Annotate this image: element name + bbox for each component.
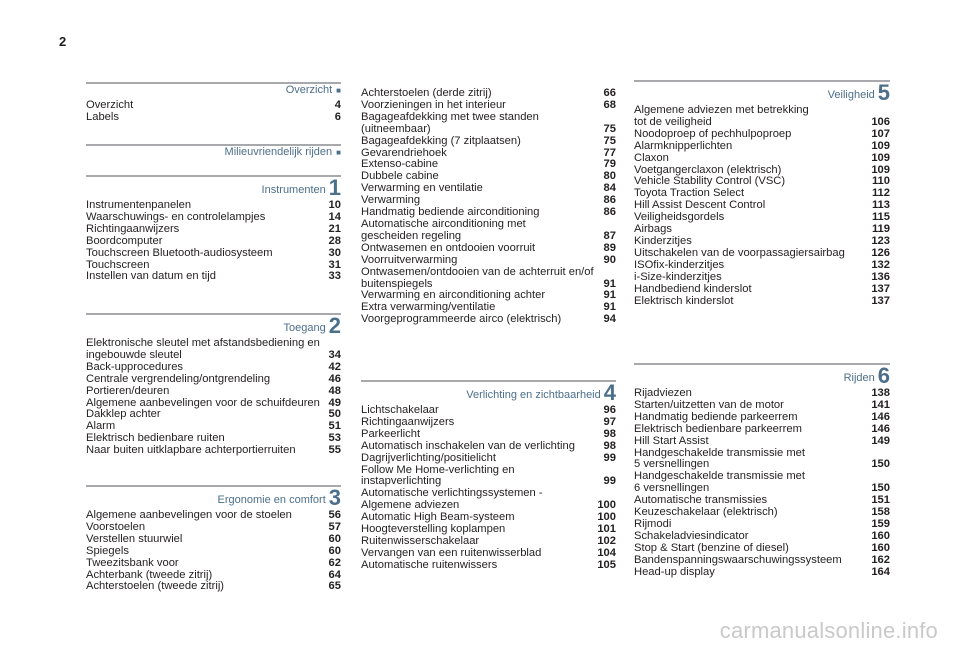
toc-entry[interactable]	[361, 465, 616, 489]
entry-label: Boordcomputer	[86, 234, 163, 247]
entry-label: Instrumentenpanelen	[86, 199, 192, 211]
toc-entry[interactable]	[361, 314, 616, 326]
entry-page-number: 57	[328, 520, 341, 533]
entry-label: Follow Me Home-verlichting en instapverlichting	[361, 463, 515, 488]
entry-list	[86, 510, 341, 593]
section-heading	[86, 485, 341, 509]
entry-label: Alarm	[86, 420, 116, 433]
entry-label: i-Size-kinderzitjes	[634, 270, 722, 283]
toc-section	[361, 380, 616, 572]
toc-section	[634, 363, 890, 579]
entry-page-number: 162	[871, 553, 890, 566]
entry-page-number: 97	[603, 415, 616, 428]
toc-entry[interactable]	[634, 153, 890, 165]
toc-entry[interactable]	[86, 271, 341, 283]
toc-section	[86, 82, 341, 124]
entry-label: Handgeschakelde transmissie met 6 versnellingen	[634, 470, 806, 495]
entry-page-number: 89	[603, 241, 616, 254]
entry-label: Voorzieningen in het interieur	[361, 98, 506, 111]
entry-page-number: 105	[597, 558, 616, 571]
entry-page-number: 112	[871, 187, 890, 200]
entry-page-number: 68	[603, 98, 616, 111]
entry-page-number: 56	[328, 509, 341, 521]
toc-entry[interactable]	[634, 129, 890, 141]
toc-entry[interactable]	[634, 436, 890, 448]
entry-label: Parkeerlicht	[361, 427, 421, 440]
entry-page-number: 102	[597, 534, 616, 547]
entry-label: Voorgeprogrammeerde airco (elektrisch)	[361, 313, 562, 326]
entry-label: Naar buiten uitklapbare achterportierruiten	[86, 444, 296, 457]
entry-label: Richtingaanwijzers	[86, 222, 180, 235]
entry-list	[86, 100, 341, 124]
entry-page-number: 149	[871, 434, 890, 447]
toc-entry[interactable]	[86, 386, 341, 398]
section-number: 1	[328, 175, 341, 200]
toc-entry[interactable]	[86, 558, 341, 570]
toc-entry[interactable]	[361, 219, 616, 243]
entry-page-number: 100	[597, 499, 616, 512]
section-title: Veiligheid	[827, 89, 875, 101]
entry-page-number: 137	[871, 294, 890, 307]
entry-page-number: 101	[597, 523, 616, 536]
toc-entry[interactable]	[86, 362, 341, 374]
entry-label: Algemene aanbevelingen voor de stoelen	[86, 509, 292, 521]
entry-label: Richtingaanwijzers	[361, 415, 455, 428]
entry-page-number: 79	[603, 158, 616, 171]
entry-page-number: 21	[328, 222, 341, 235]
entry-label: Schakeladviesindicator	[634, 529, 749, 542]
entry-label: Automatisch inschakelen van de verlichting	[361, 439, 575, 452]
toc-entry[interactable]	[86, 546, 341, 558]
toc-entry[interactable]	[86, 248, 341, 260]
toc-entry[interactable]	[361, 136, 616, 148]
entry-label: Extra verwarming/ventilatie	[361, 301, 496, 314]
entry-page-number: 151	[871, 494, 890, 507]
entry-label: Stop & Start (benzine of diesel)	[634, 541, 789, 554]
entry-list	[86, 338, 341, 457]
toc-entry[interactable]	[361, 488, 616, 512]
entry-page-number: 132	[871, 258, 890, 271]
toc-entry[interactable]	[634, 531, 890, 543]
entry-label: Noodoproep of pechhulpoproep	[634, 127, 792, 140]
entry-page-number: 110	[871, 175, 890, 188]
entry-label: Achterbank (tweede zitrij)	[86, 568, 213, 581]
toc-entry[interactable]	[634, 543, 890, 555]
entry-page-number: 150	[871, 482, 890, 495]
page-number: 2	[59, 34, 67, 49]
entry-label: Gevarendriehoek	[361, 146, 447, 159]
entry-page-number: 150	[871, 458, 890, 471]
entry-page-number: 91	[603, 301, 616, 314]
section-title: Rijden	[843, 372, 875, 384]
entry-page-number: 98	[603, 439, 616, 452]
section-heading	[634, 80, 890, 104]
toc-entry[interactable]	[634, 471, 890, 495]
section-heading	[86, 82, 341, 99]
toc-entry[interactable]	[634, 260, 890, 272]
entry-page-number: 10	[328, 199, 341, 211]
section-title: Verlichting en zichtbaarheid	[466, 389, 601, 401]
entry-page-number: 91	[603, 289, 616, 302]
entry-page-number: 33	[328, 270, 341, 283]
entry-label: Verwarming	[361, 194, 421, 207]
section-number: 3	[328, 485, 341, 510]
section-heading	[634, 363, 890, 387]
entry-label: Dakklep achter	[86, 408, 161, 421]
toc-entry[interactable]	[86, 236, 341, 248]
section-number: 2	[328, 313, 341, 338]
section-title: Overzicht	[285, 84, 333, 96]
toc-entry[interactable]	[361, 560, 616, 572]
entry-page-number: 80	[603, 170, 616, 183]
entry-label: Achterstoelen (tweede zitrij)	[86, 580, 225, 593]
entry-page-number: 6	[334, 110, 341, 123]
toc-entry[interactable]	[361, 429, 616, 441]
entry-label: Touchscreen	[86, 258, 150, 271]
entry-label: Dubbele cabine	[361, 170, 439, 183]
entry-page-number: 66	[603, 87, 616, 99]
entry-page-number: 107	[871, 127, 890, 140]
entry-label: Automatische ruitenwissers	[361, 558, 498, 571]
entry-label: Overzicht	[86, 99, 134, 111]
toc-section	[86, 144, 341, 162]
entry-page-number: 138	[871, 387, 890, 399]
entry-page-number: 106	[871, 115, 890, 128]
section-number: 4	[603, 380, 616, 405]
entry-label: Handbediend kinderslot	[634, 282, 752, 295]
entry-label: Bagageafdekking (7 zitplaatsen)	[361, 134, 521, 147]
entry-page-number: 109	[871, 163, 890, 176]
entry-label: Hill Assist Descent Control	[634, 199, 766, 212]
entry-label: Vehicle Stability Control (VSC)	[634, 175, 786, 188]
entry-label: Bandenspanningswaarschuwingssysteem	[634, 553, 842, 566]
entry-label: Keuzeschakelaar (elektrisch)	[634, 506, 778, 519]
entry-label: Voetgangerclaxon (elektrisch)	[634, 163, 782, 176]
entry-label: Automatic High Beam-systeem	[361, 511, 515, 524]
entry-label: Rijadviezen	[634, 387, 692, 399]
toc-entry[interactable]	[86, 224, 341, 236]
entry-label: Hoogteverstelling koplampen	[361, 523, 506, 536]
entry-label: Elektrisch kinderslot	[634, 294, 734, 307]
entry-page-number: 28	[328, 234, 341, 247]
toc-section	[86, 175, 341, 283]
entry-label: Airbags	[634, 223, 672, 236]
entry-label: Achterstoelen (derde zitrij)	[361, 87, 492, 99]
section-title: Toegang	[283, 322, 326, 334]
entry-page-number: 109	[871, 151, 890, 164]
entry-page-number: 49	[328, 396, 341, 409]
toc-entry[interactable]	[634, 248, 890, 260]
toc-entry[interactable]	[634, 567, 890, 579]
toc-entry[interactable]	[361, 453, 616, 465]
entry-label: Handgeschakelde transmissie met 5 versnellingen	[634, 446, 806, 471]
entry-page-number: 146	[871, 422, 890, 435]
entry-label: Instellen van datum en tijd	[86, 270, 216, 283]
section-heading	[86, 175, 341, 199]
entry-page-number: 164	[871, 565, 890, 578]
toc-entry[interactable]	[634, 555, 890, 567]
entry-page-number: 86	[603, 206, 616, 219]
entry-page-number: 100	[597, 511, 616, 524]
entry-label: Starten/uitzetten van de motor	[634, 398, 784, 411]
entry-label: Verwarming en airconditioning achter	[361, 289, 546, 302]
entry-label: Uitschakelen van de voorpassagiersairbag	[634, 246, 845, 259]
entry-page-number: 86	[603, 194, 616, 207]
entry-label: Tweezitsbank voor	[86, 556, 179, 569]
entry-page-number: 160	[871, 541, 890, 554]
section-heading	[86, 144, 341, 161]
entry-page-number: 77	[603, 146, 616, 159]
entry-page-number: 98	[603, 427, 616, 440]
section-title: Instrumenten	[261, 184, 326, 196]
toc-entry[interactable]	[361, 112, 616, 136]
entry-page-number: 64	[328, 568, 341, 581]
entry-page-number: 96	[603, 404, 616, 416]
entry-page-number: 34	[328, 348, 341, 361]
toc-entry[interactable]	[634, 448, 890, 472]
section-title: Milieuvriendelijk rijden	[224, 146, 333, 158]
toc-section	[361, 87, 616, 326]
entry-label: Back-upprocedures	[86, 360, 184, 373]
entry-page-number: 30	[328, 246, 341, 259]
entry-page-number: 115	[871, 211, 890, 224]
entry-page-number: 109	[871, 139, 890, 152]
entry-label: Ontwasemen en ontdooien voorruit	[361, 241, 536, 254]
entry-label: Automatische airconditioning met gescheiden regeling	[361, 217, 526, 242]
entry-page-number: 137	[871, 282, 890, 295]
toc-entry[interactable]	[361, 267, 616, 291]
toc-entry[interactable]	[86, 581, 341, 593]
entry-label: Toyota Traction Select	[634, 187, 745, 200]
section-marker-icon: ■	[336, 86, 341, 95]
entry-page-number: 60	[328, 532, 341, 545]
section-marker-icon: ■	[336, 148, 341, 157]
entry-page-number: 75	[603, 122, 616, 135]
section-heading	[361, 380, 616, 404]
toc-entry[interactable]	[634, 272, 890, 284]
entry-label: Portieren/deuren	[86, 384, 170, 397]
entry-page-number: 90	[603, 253, 616, 266]
entry-page-number: 53	[328, 432, 341, 445]
entry-label: Ruitenwisserschakelaar	[361, 534, 480, 547]
toc-entry[interactable]	[86, 338, 341, 362]
entry-page-number: 62	[328, 556, 341, 569]
entry-label: Labels	[86, 110, 119, 123]
entry-list	[361, 88, 616, 326]
entry-page-number: 55	[328, 444, 341, 457]
toc-entry[interactable]	[361, 441, 616, 453]
entry-page-number: 123	[871, 234, 890, 247]
entry-page-number: 4	[334, 99, 341, 111]
toc-entry[interactable]	[86, 112, 341, 124]
toc-entry[interactable]	[86, 534, 341, 546]
toc-entry[interactable]	[634, 105, 890, 129]
entry-page-number: 50	[328, 408, 341, 421]
entry-list	[634, 105, 890, 307]
entry-label: Verstellen stuurwiel	[86, 532, 183, 545]
entry-list	[86, 200, 341, 283]
entry-page-number: 48	[328, 384, 341, 397]
entry-page-number: 87	[603, 229, 616, 242]
entry-page-number: 158	[871, 506, 890, 519]
toc-entry[interactable]	[634, 296, 890, 308]
entry-label: Bagageafdekking met twee standen (uitneembaar)	[361, 110, 539, 135]
entry-page-number: 141	[871, 398, 890, 411]
entry-label: Algemene aanbevelingen voor de schuifdeuren	[86, 396, 320, 409]
toc-entry[interactable]	[634, 507, 890, 519]
entry-page-number: 31	[328, 258, 341, 271]
entry-label: Kinderzitjes	[634, 234, 692, 247]
entry-label: Handmatig bediende airconditioning	[361, 206, 540, 219]
entry-page-number: 160	[871, 529, 890, 542]
entry-label: Ontwasemen/ontdooien van de achterruit en/of buitenspiegels	[361, 265, 594, 290]
entry-label: Elektronische sleutel met afstandsbediening en ingebouwde sleutel	[86, 337, 320, 361]
entry-label: Veiligheidsgordels	[634, 211, 725, 224]
entry-label: Head-up display	[634, 565, 715, 578]
entry-label: Verwarming en ventilatie	[361, 182, 483, 195]
entry-label: Dagrijverlichting/positielicht	[361, 451, 496, 464]
entry-page-number: 159	[871, 517, 890, 530]
toc-entry[interactable]	[86, 445, 341, 457]
toc-section	[634, 80, 890, 307]
entry-label: Automatische transmissies	[634, 494, 768, 507]
entry-label: Automatische verlichtingssystemen - Algemene adviezen	[361, 487, 543, 512]
entry-page-number: 126	[871, 246, 890, 259]
entry-page-number: 51	[328, 420, 341, 433]
entry-page-number: 60	[328, 544, 341, 557]
section-heading	[86, 313, 341, 337]
entry-page-number: 65	[328, 580, 341, 593]
toc-entry[interactable]	[86, 374, 341, 386]
entry-label: Claxon	[634, 151, 669, 164]
toc-entry[interactable]	[86, 409, 341, 421]
entry-label: Elektrisch bedienbare ruiten	[86, 432, 225, 445]
entry-page-number: 42	[328, 360, 341, 373]
toc-entry[interactable]	[634, 212, 890, 224]
entry-label: Spiegels	[86, 544, 129, 557]
watermark: carmanualsonline.info	[719, 618, 938, 643]
entry-label: Centrale vergrendeling/ontgrendeling	[86, 372, 271, 385]
entry-page-number: 119	[871, 223, 890, 236]
section-number: 5	[877, 80, 890, 105]
toc-entry[interactable]	[361, 255, 616, 267]
entry-list	[361, 405, 616, 572]
toc-entry[interactable]	[634, 141, 890, 153]
entry-label: Algemene adviezen met betrekking tot de veiligheid	[634, 104, 809, 128]
entry-label: Voorstoelen	[86, 520, 146, 533]
entry-page-number: 146	[871, 410, 890, 423]
entry-page-number: 99	[603, 475, 616, 488]
entry-page-number: 91	[603, 277, 616, 290]
toc-section	[86, 485, 341, 593]
entry-list	[634, 388, 890, 579]
entry-page-number: 136	[871, 270, 890, 283]
section-title: Ergonomie en comfort	[217, 494, 326, 506]
entry-label: Hill Start Assist	[634, 434, 709, 447]
toc-entry[interactable]	[634, 412, 890, 424]
toc-entry[interactable]	[634, 284, 890, 296]
toc-entry[interactable]	[634, 424, 890, 436]
entry-page-number: 94	[603, 313, 616, 326]
section-number: 6	[877, 363, 890, 388]
entry-page-number: 113	[871, 199, 890, 212]
toc-entry[interactable]	[361, 548, 616, 560]
entry-label: Waarschuwings- en controlelampjes	[86, 210, 266, 223]
entry-label: Voorruitverwarming	[361, 253, 458, 266]
entry-page-number: 99	[603, 451, 616, 464]
toc-section	[86, 313, 341, 457]
entry-page-number: 46	[328, 372, 341, 385]
toc-entry[interactable]	[86, 100, 341, 112]
entry-label: Extenso-cabine	[361, 158, 439, 171]
entry-label: Rijmodi	[634, 517, 672, 530]
entry-page-number: 14	[328, 210, 341, 223]
entry-label: Elektrisch bedienbare parkeerrem	[634, 422, 802, 435]
entry-label: Alarmknipperlichten	[634, 139, 733, 152]
toc-entry[interactable]	[361, 243, 616, 255]
entry-label: Vervangen van een ruitenwisserblad	[361, 546, 542, 559]
entry-label: Lichtschakelaar	[361, 404, 439, 416]
entry-page-number: 75	[603, 134, 616, 147]
entry-label: ISOfix-kinderzitjes	[634, 258, 725, 271]
entry-label: Touchscreen Bluetooth-audiosysteem	[86, 246, 273, 259]
entry-page-number: 84	[603, 182, 616, 195]
entry-page-number: 104	[597, 546, 616, 559]
entry-label: Handmatig bediende parkeerrem	[634, 410, 798, 423]
